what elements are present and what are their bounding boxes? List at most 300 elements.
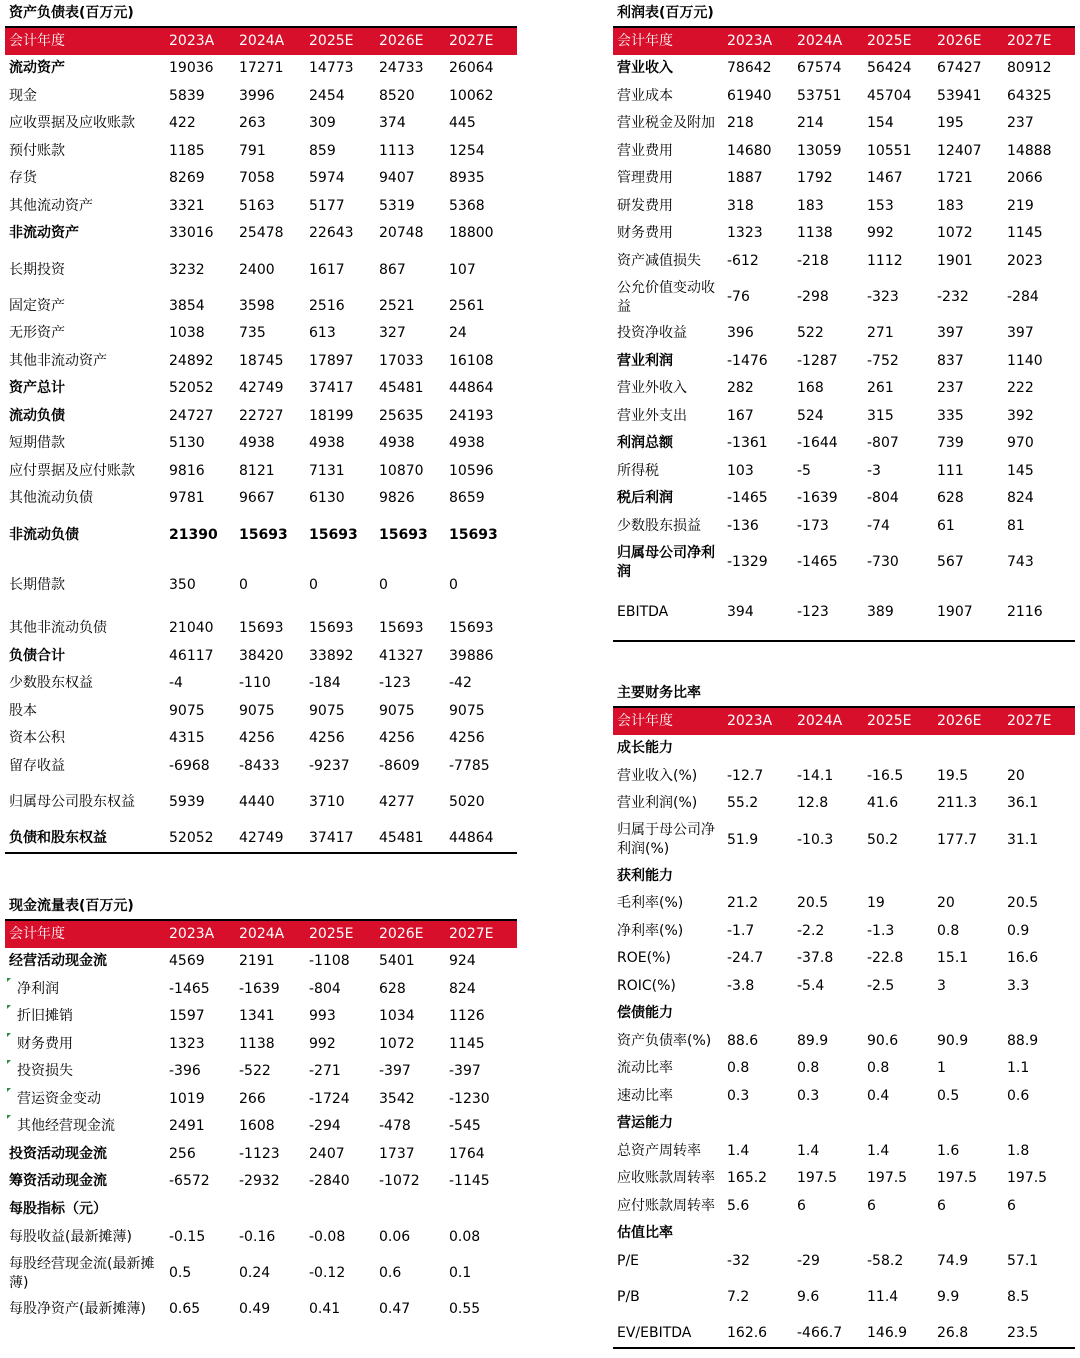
cell-value: -807 bbox=[867, 435, 899, 452]
cell-value: 993 bbox=[309, 1008, 336, 1025]
table-header-row bbox=[613, 27, 1075, 55]
cell-value: 15693 bbox=[309, 619, 354, 636]
row-label: P/B bbox=[617, 1289, 640, 1305]
cell-value bbox=[793, 1000, 863, 1028]
cell-value: 1907 bbox=[937, 604, 973, 620]
cell-value: 183 bbox=[797, 197, 824, 214]
table-row bbox=[5, 110, 517, 138]
cell-value: 4256 bbox=[309, 730, 345, 747]
cell-value: 24733 bbox=[379, 60, 424, 77]
cell-value: -804 bbox=[309, 980, 341, 997]
table-row bbox=[613, 485, 1075, 513]
cell-value: 51.9 bbox=[727, 831, 759, 848]
cell-value: -294 bbox=[309, 1118, 341, 1135]
cell-value: 214 bbox=[797, 115, 824, 132]
cell-value: 1323 bbox=[169, 1035, 205, 1052]
cell-value: 4440 bbox=[239, 794, 275, 810]
cell-value bbox=[723, 1110, 793, 1138]
cell-value: 992 bbox=[309, 1035, 336, 1052]
cell-value: 22727 bbox=[239, 407, 284, 424]
row-label: 负债和股东权益 bbox=[9, 829, 107, 846]
cell-value: 1737 bbox=[379, 1145, 415, 1162]
row-label: EBITDA bbox=[617, 604, 669, 620]
cell-value: 445 bbox=[449, 115, 476, 132]
cell-value: 261 bbox=[867, 380, 894, 397]
cell-value: -123 bbox=[379, 675, 411, 692]
cell-value: -804 bbox=[867, 490, 899, 507]
cell-value: 22643 bbox=[309, 225, 354, 242]
cell-value: 8.5 bbox=[1007, 1289, 1030, 1305]
cell-value: -0.16 bbox=[239, 1228, 276, 1245]
cell-value: 1.4 bbox=[867, 1142, 890, 1159]
cell-value: 0.3 bbox=[797, 1087, 820, 1104]
cell-value: 13059 bbox=[797, 142, 842, 159]
cell-value: -271 bbox=[309, 1063, 341, 1080]
cell-value: 1140 bbox=[1007, 352, 1043, 369]
cell-value: 5163 bbox=[239, 197, 275, 214]
cell-value: -0.12 bbox=[309, 1265, 346, 1281]
cell-value: 15693 bbox=[449, 526, 498, 543]
cell-value: 837 bbox=[937, 352, 964, 369]
cell-value: 24193 bbox=[449, 407, 494, 424]
cell-value: 197.5 bbox=[937, 1170, 978, 1187]
cell-value: -0.08 bbox=[309, 1228, 346, 1245]
cell-value: 197.5 bbox=[867, 1170, 908, 1187]
row-label: 筹资活动现金流 bbox=[9, 1173, 107, 1190]
cell-value: -4 bbox=[169, 675, 183, 692]
cell-value: 3854 bbox=[169, 297, 205, 314]
table-row bbox=[5, 293, 517, 321]
table-row bbox=[613, 1055, 1075, 1083]
cell-value: 335 bbox=[937, 407, 964, 424]
cell-value: 0.1 bbox=[449, 1265, 472, 1281]
table-row bbox=[5, 670, 517, 698]
row-label: 成长能力 bbox=[617, 740, 673, 757]
header-year: 2026E bbox=[933, 707, 1003, 735]
header-year: 2024A bbox=[235, 27, 305, 55]
cell-value: -136 bbox=[727, 517, 759, 534]
row-label: 营业成本 bbox=[617, 87, 673, 104]
cell-value: 3542 bbox=[379, 1090, 415, 1107]
row-label: 研发费用 bbox=[617, 197, 673, 214]
row-label: 短期借款 bbox=[9, 435, 65, 452]
cell-value: -1072 bbox=[379, 1173, 420, 1190]
cell-value: -14.1 bbox=[797, 767, 834, 784]
cell-value: 12407 bbox=[937, 142, 982, 159]
cell-value: -74 bbox=[867, 517, 890, 534]
cell-value: 26064 bbox=[449, 60, 494, 77]
table-row bbox=[5, 1251, 517, 1296]
cell-value: -1108 bbox=[309, 953, 350, 970]
cell-value: -10.3 bbox=[797, 831, 834, 848]
cell-value: -12.7 bbox=[727, 767, 764, 784]
cell-value: 392 bbox=[1007, 407, 1034, 424]
cell-value: 0.5 bbox=[169, 1265, 192, 1281]
cell-value: 78642 bbox=[727, 60, 772, 77]
cell-value: 1138 bbox=[797, 225, 833, 242]
table-row bbox=[5, 725, 517, 753]
cell-value: 282 bbox=[727, 380, 754, 397]
row-label: 其他经营现金流 bbox=[5, 1113, 165, 1141]
cell-value: 1597 bbox=[169, 1008, 205, 1025]
row-label: 固定资产 bbox=[9, 297, 65, 314]
row-label: 税后利润 bbox=[617, 490, 673, 507]
row-label: 速动比率 bbox=[617, 1087, 673, 1104]
cell-value: 0 bbox=[309, 577, 318, 593]
header-year: 2025E bbox=[305, 27, 375, 55]
cell-value bbox=[723, 1000, 793, 1028]
table-row bbox=[613, 1275, 1075, 1320]
cell-value: 5177 bbox=[309, 197, 345, 214]
cell-value: 17271 bbox=[239, 60, 284, 77]
row-label: 营业税金及附加 bbox=[617, 115, 715, 132]
cell-value: 9816 bbox=[169, 462, 205, 479]
cell-value: 61940 bbox=[727, 87, 772, 104]
table-row bbox=[5, 1058, 517, 1086]
cell-value: 36.1 bbox=[1007, 795, 1039, 812]
cell-value: -0.15 bbox=[169, 1228, 206, 1245]
table-row bbox=[613, 193, 1075, 221]
income-statement-table bbox=[613, 26, 1075, 642]
cell-value: 41327 bbox=[379, 647, 424, 664]
cell-value: 3996 bbox=[239, 87, 275, 104]
cell-value: 31.1 bbox=[1007, 831, 1039, 848]
cell-value: 1.1 bbox=[1007, 1060, 1030, 1077]
table-row bbox=[5, 83, 517, 111]
cell-value: 4256 bbox=[449, 730, 485, 747]
table-row bbox=[613, 1000, 1075, 1028]
cell-value: 6 bbox=[867, 1197, 876, 1214]
cell-value: 2191 bbox=[239, 953, 275, 970]
cell-value: -7785 bbox=[449, 757, 490, 774]
cell-value: 567 bbox=[937, 554, 964, 570]
row-label: 资本公积 bbox=[9, 730, 65, 747]
header-year: 2026E bbox=[375, 920, 445, 948]
table-row bbox=[613, 818, 1075, 863]
cell-value: 111 bbox=[937, 462, 964, 479]
cell-value: -58.2 bbox=[867, 1252, 904, 1269]
cell-value: 4256 bbox=[239, 730, 275, 747]
cell-value: 15.1 bbox=[937, 950, 969, 967]
cell-value: 45704 bbox=[867, 87, 912, 104]
table-row bbox=[613, 110, 1075, 138]
header-label: 会计年度 bbox=[613, 27, 723, 55]
row-label: 其他流动资产 bbox=[9, 197, 93, 214]
cell-value: 5.6 bbox=[727, 1197, 750, 1214]
table-row bbox=[5, 1196, 517, 1224]
cell-value: 55.2 bbox=[727, 795, 759, 812]
cell-value: -1639 bbox=[239, 980, 280, 997]
table-row bbox=[5, 753, 517, 781]
table-row bbox=[5, 1296, 517, 1324]
cell-value: -6968 bbox=[169, 757, 210, 774]
cell-value: 924 bbox=[449, 953, 476, 970]
table-row bbox=[5, 165, 517, 193]
cell-value bbox=[863, 735, 933, 763]
cell-value: 1.8 bbox=[1007, 1142, 1030, 1159]
table-row bbox=[613, 1220, 1075, 1248]
header-year: 2026E bbox=[933, 27, 1003, 55]
cell-value: 17033 bbox=[379, 352, 424, 369]
cell-value: 38420 bbox=[239, 647, 284, 664]
cell-value: 9826 bbox=[379, 490, 415, 507]
cell-value: 318 bbox=[727, 197, 754, 214]
row-label: 营业利润(%) bbox=[617, 795, 698, 812]
cell-value: 67427 bbox=[937, 60, 982, 77]
header-year: 2027E bbox=[445, 27, 517, 55]
cell-value: -1145 bbox=[449, 1173, 490, 1190]
cell-value: 9667 bbox=[239, 490, 275, 507]
cell-value: 5974 bbox=[309, 170, 345, 187]
row-label: 少数股东权益 bbox=[9, 675, 93, 692]
cell-value: 9075 bbox=[239, 702, 275, 719]
table-row bbox=[5, 220, 517, 248]
cell-value: 396 bbox=[727, 325, 754, 342]
cell-value: -110 bbox=[239, 675, 271, 692]
cell-value: 14888 bbox=[1007, 142, 1052, 159]
cell-value: 397 bbox=[937, 325, 964, 342]
table-row bbox=[5, 948, 517, 976]
row-label: 资产减值损失 bbox=[617, 252, 701, 269]
cell-value: 218 bbox=[727, 115, 754, 132]
cell-value: 1901 bbox=[937, 252, 973, 269]
cell-value: 1072 bbox=[937, 225, 973, 242]
table-row bbox=[5, 1086, 517, 1114]
row-label: 资产总计 bbox=[9, 380, 65, 397]
cell-value: 9075 bbox=[379, 702, 415, 719]
table-row bbox=[5, 485, 517, 513]
table-row bbox=[613, 763, 1075, 791]
cell-value: 5939 bbox=[169, 794, 205, 810]
table-row bbox=[613, 375, 1075, 403]
cell-value: 177.7 bbox=[937, 831, 978, 848]
balance-sheet-title: 资产负债表(百万元) bbox=[9, 5, 134, 21]
cell-value: 19036 bbox=[169, 60, 214, 77]
cell-value bbox=[723, 735, 793, 763]
cell-value: 1721 bbox=[937, 170, 973, 187]
row-label: 归属母公司净利润 bbox=[617, 544, 715, 580]
cell-value: 33016 bbox=[169, 225, 214, 242]
table-row bbox=[5, 780, 517, 825]
table-row bbox=[613, 248, 1075, 276]
cell-value: 2521 bbox=[379, 297, 415, 314]
table-row bbox=[5, 614, 517, 643]
cell-value: 33892 bbox=[309, 647, 354, 664]
row-label: 每股经营现金流(最新摊薄) bbox=[9, 1255, 155, 1291]
header-year: 2025E bbox=[863, 27, 933, 55]
table-row bbox=[5, 348, 517, 376]
cell-value: 1323 bbox=[727, 225, 763, 242]
cell-value: 21.2 bbox=[727, 895, 759, 912]
cell-value: 1.4 bbox=[727, 1142, 750, 1159]
header-year: 2027E bbox=[1003, 707, 1075, 735]
cell-value: -1644 bbox=[797, 435, 838, 452]
income-statement-title: 利润表(百万元) bbox=[617, 5, 714, 21]
cell-value: 1185 bbox=[169, 142, 205, 159]
cell-value: -522 bbox=[239, 1063, 271, 1080]
cell-value: -466.7 bbox=[797, 1324, 843, 1341]
cell-value: 50.2 bbox=[867, 831, 899, 848]
cell-value: 256 bbox=[169, 1145, 196, 1162]
row-label: 利润总额 bbox=[617, 435, 673, 452]
cell-value: 222 bbox=[1007, 380, 1034, 397]
cell-value: 0 bbox=[379, 577, 388, 593]
cell-value: 0.8 bbox=[797, 1060, 820, 1077]
table-row bbox=[5, 1141, 517, 1169]
cell-value: 524 bbox=[797, 407, 824, 424]
income-statement-panel bbox=[613, 0, 1075, 642]
row-label: 每股指标（元） bbox=[9, 1201, 107, 1217]
cell-value: 0.4 bbox=[867, 1087, 890, 1104]
cell-value: 3321 bbox=[169, 197, 205, 214]
cell-value: 628 bbox=[937, 490, 964, 507]
row-label: 非流动资产 bbox=[9, 225, 79, 242]
header-year: 2025E bbox=[863, 707, 933, 735]
header-year: 2023A bbox=[723, 27, 793, 55]
cell-value: 8269 bbox=[169, 170, 205, 187]
cell-value: -32 bbox=[727, 1252, 750, 1269]
row-label: 营业费用 bbox=[617, 142, 673, 159]
table-row bbox=[613, 138, 1075, 166]
cell-value: 1072 bbox=[379, 1035, 415, 1052]
cell-value: -6572 bbox=[169, 1173, 210, 1190]
cell-value: 397 bbox=[1007, 325, 1034, 342]
row-label: 长期借款 bbox=[9, 577, 65, 593]
cell-value: 67574 bbox=[797, 60, 842, 77]
row-label: 无形资产 bbox=[9, 325, 65, 342]
table-row bbox=[613, 540, 1075, 585]
cash-flow-panel bbox=[5, 893, 517, 1324]
cell-value: 3232 bbox=[169, 261, 205, 278]
row-label: 估值比率 bbox=[617, 1225, 673, 1242]
cell-value: -24.7 bbox=[727, 950, 764, 967]
cell-value: 10062 bbox=[449, 87, 494, 104]
cell-value: -1465 bbox=[727, 490, 768, 507]
cell-value: 20.5 bbox=[797, 895, 829, 912]
cell-value: 20 bbox=[937, 895, 955, 912]
cell-value: 88.9 bbox=[1007, 1032, 1039, 1049]
cell-value bbox=[1003, 1220, 1075, 1248]
cell-value: -298 bbox=[797, 289, 829, 305]
table-row bbox=[613, 1083, 1075, 1111]
cell-value bbox=[723, 863, 793, 891]
cell-value: 53751 bbox=[797, 87, 842, 104]
row-label: 偿债能力 bbox=[617, 1005, 673, 1022]
cell-value: 1034 bbox=[379, 1008, 415, 1025]
cell-value: 15693 bbox=[379, 526, 428, 543]
cell-value: 0.65 bbox=[169, 1301, 201, 1318]
table-row bbox=[613, 973, 1075, 1001]
row-label: EV/EBITDA bbox=[617, 1324, 692, 1341]
cell-value: 2454 bbox=[309, 87, 345, 104]
table-row bbox=[613, 165, 1075, 193]
cell-value: 15693 bbox=[239, 619, 284, 636]
cell-value: -1.7 bbox=[727, 922, 755, 939]
table-row bbox=[5, 558, 517, 614]
cell-value bbox=[793, 735, 863, 763]
cell-value: 44864 bbox=[449, 380, 494, 397]
cell-value: 0.3 bbox=[727, 1087, 750, 1104]
cell-value: 21040 bbox=[169, 619, 214, 636]
cell-value: 3710 bbox=[309, 794, 345, 810]
row-label: 少数股东损益 bbox=[617, 517, 701, 534]
cell-value bbox=[1003, 1110, 1075, 1138]
table-row bbox=[5, 248, 517, 293]
row-label: 营运资金变动 bbox=[5, 1086, 165, 1114]
table-row bbox=[613, 1110, 1075, 1138]
row-label: 财务费用 bbox=[5, 1031, 165, 1059]
cell-value: 5401 bbox=[379, 953, 415, 970]
cell-value: 4256 bbox=[379, 730, 415, 747]
cell-value: 859 bbox=[309, 142, 336, 159]
ratios-title: 主要财务比率 bbox=[617, 685, 701, 701]
table-row bbox=[613, 890, 1075, 918]
cell-value: 735 bbox=[239, 325, 266, 342]
cell-value: -397 bbox=[379, 1063, 411, 1080]
cell-value: 613 bbox=[309, 325, 336, 342]
row-label: 投资净收益 bbox=[617, 325, 687, 342]
cell-value bbox=[863, 863, 933, 891]
header-year: 2023A bbox=[165, 27, 235, 55]
cell-value: 46117 bbox=[169, 647, 214, 664]
balance-sheet-table bbox=[5, 26, 517, 854]
cell-value: 9.9 bbox=[937, 1289, 960, 1305]
row-label: 营业利润 bbox=[617, 352, 673, 369]
cell-value: 52052 bbox=[169, 380, 214, 397]
cell-value: 44864 bbox=[449, 829, 494, 846]
cell-value: 5020 bbox=[449, 794, 485, 810]
table-row bbox=[5, 430, 517, 458]
cell-value bbox=[1003, 863, 1075, 891]
header-label: 会计年度 bbox=[5, 920, 165, 948]
row-label: 非流动负债 bbox=[9, 526, 79, 543]
cell-value bbox=[933, 735, 1003, 763]
cell-value: 0.41 bbox=[309, 1301, 341, 1318]
row-label: 每股收益(最新摊薄) bbox=[9, 1228, 132, 1245]
row-label: 预付账款 bbox=[9, 142, 65, 159]
cell-value: -323 bbox=[867, 289, 899, 305]
cell-value: -5 bbox=[797, 462, 811, 479]
table-row bbox=[613, 585, 1075, 641]
cell-value: 9075 bbox=[169, 702, 205, 719]
cell-value: 2516 bbox=[309, 297, 345, 314]
cell-value bbox=[793, 863, 863, 891]
row-label: 其他非流动资产 bbox=[9, 352, 107, 369]
cell-value: 154 bbox=[867, 115, 894, 132]
header-year: 2024A bbox=[793, 27, 863, 55]
cell-value: -1329 bbox=[727, 554, 768, 570]
cash-flow-title: 现金流量表(百万元) bbox=[9, 898, 134, 914]
row-label: 现金 bbox=[9, 87, 37, 104]
cell-value: 0.6 bbox=[1007, 1087, 1030, 1104]
table-row bbox=[613, 320, 1075, 348]
cell-value: 1126 bbox=[449, 1008, 485, 1025]
header-year: 2027E bbox=[445, 920, 517, 948]
cell-value: 4938 bbox=[309, 435, 345, 452]
cell-value bbox=[933, 1000, 1003, 1028]
cell-value: 4277 bbox=[379, 794, 415, 810]
cell-value: 0.55 bbox=[449, 1301, 481, 1318]
cell-value: 1341 bbox=[239, 1008, 275, 1025]
cell-value: 1254 bbox=[449, 142, 485, 159]
table-row bbox=[5, 375, 517, 403]
cell-value: 1764 bbox=[449, 1145, 485, 1162]
cell-value: -284 bbox=[1007, 289, 1039, 305]
cell-value: 9407 bbox=[379, 170, 415, 187]
table-row bbox=[613, 1028, 1075, 1056]
cell-value: -752 bbox=[867, 352, 899, 369]
cell-value: 24727 bbox=[169, 407, 214, 424]
